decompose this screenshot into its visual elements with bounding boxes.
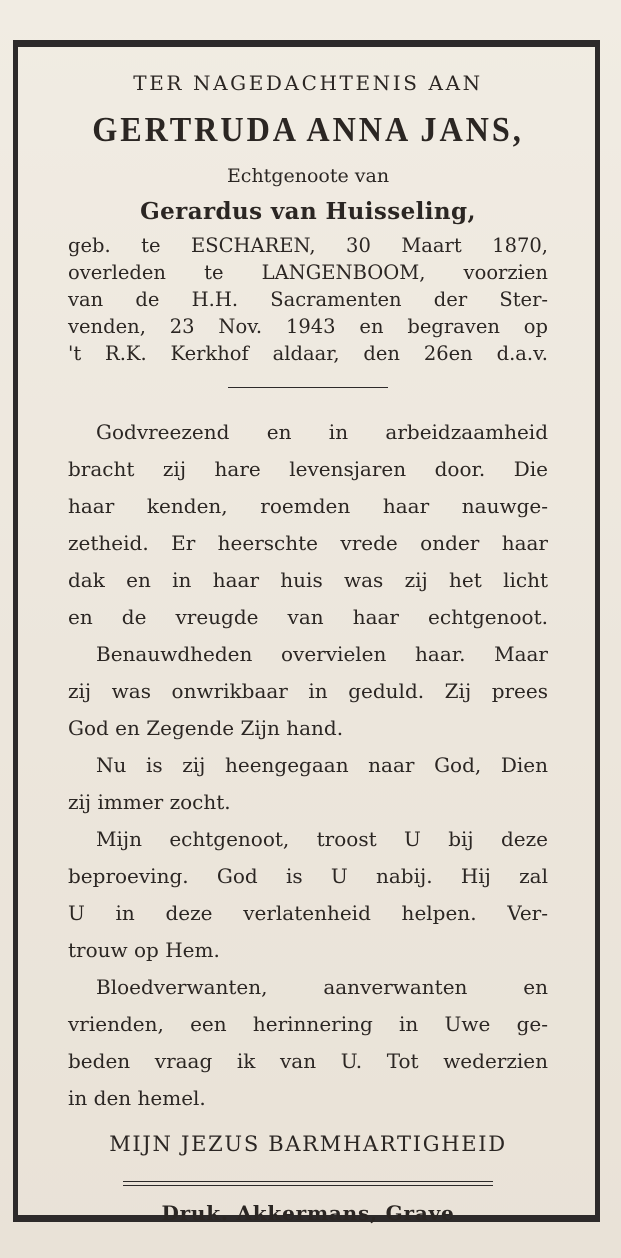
spouse-label: Echtgenoote van xyxy=(226,165,390,187)
text-line: zetheid. Er heerschte vrede onder haar xyxy=(68,531,548,555)
text-line: haar kenden, roemden haar nauwge- xyxy=(68,494,548,518)
details-line: overleden te LANGENBOOM, voorzien xyxy=(68,261,548,284)
text-line: dak en in haar huis was zij het licht xyxy=(68,568,548,592)
text-line: en de vreugde van haar echtgenoot. xyxy=(68,605,548,629)
text-line: vrienden, een herinnering in Uwe ge- xyxy=(68,1012,548,1036)
divider-double xyxy=(123,1181,493,1186)
text-line: Benauwdheden overvielen haar. Maar xyxy=(96,642,548,666)
life-details xyxy=(68,232,548,367)
details-line: geb. te ESCHAREN, 30 Maart 1870, xyxy=(68,234,548,257)
spouse-name: Gerardus van Huisseling, xyxy=(140,198,476,225)
text-line: Nu is zij heengegaan naar God, Dien xyxy=(96,753,548,777)
text-line: in den hemel. xyxy=(68,1086,206,1110)
closing-motto: MIJN JEZUS BARMHARTIGHEID xyxy=(109,1132,507,1156)
text-line: zij immer zocht. xyxy=(68,790,231,814)
details-line: van de H.H. Sacramenten der Ster- xyxy=(68,288,548,311)
text-line: zij was onwrikbaar in geduld. Zij prees xyxy=(68,679,548,703)
text-line: Bloedverwanten, aanverwanten en xyxy=(96,975,548,999)
memorial-text xyxy=(68,414,548,1117)
text-line: U in deze verlatenheid helpen. Ver- xyxy=(68,901,548,925)
card-header xyxy=(68,70,548,226)
intro-heading: TER NAGEDACHTENIS AAN xyxy=(133,71,483,95)
text-line: trouw op Hem. xyxy=(68,938,220,962)
card-content xyxy=(68,70,548,1226)
text-line: Mijn echtgenoot, troost U bij deze xyxy=(96,827,548,851)
printer-imprint: Druk. Akkermans, Grave xyxy=(161,1201,455,1225)
text-line: God en Zegende Zijn hand. xyxy=(68,716,344,740)
text-line: beden vraag ik van U. Tot wederzien xyxy=(68,1049,548,1073)
divider-short xyxy=(228,387,388,388)
text-line: Godvreezend en in arbeidzaamheid xyxy=(96,420,548,444)
details-line: 't R.K. Kerkhof aldaar, den 26en d.a.v. xyxy=(68,342,548,365)
text-line: bracht zij hare levensjaren door. Die xyxy=(68,457,548,481)
details-line: venden, 23 Nov. 1943 en begraven op xyxy=(68,315,548,338)
text-line: beproeving. God is U nabij. Hij zal xyxy=(68,864,548,888)
deceased-name: GERTRUDA ANNA JANS, xyxy=(92,110,524,149)
